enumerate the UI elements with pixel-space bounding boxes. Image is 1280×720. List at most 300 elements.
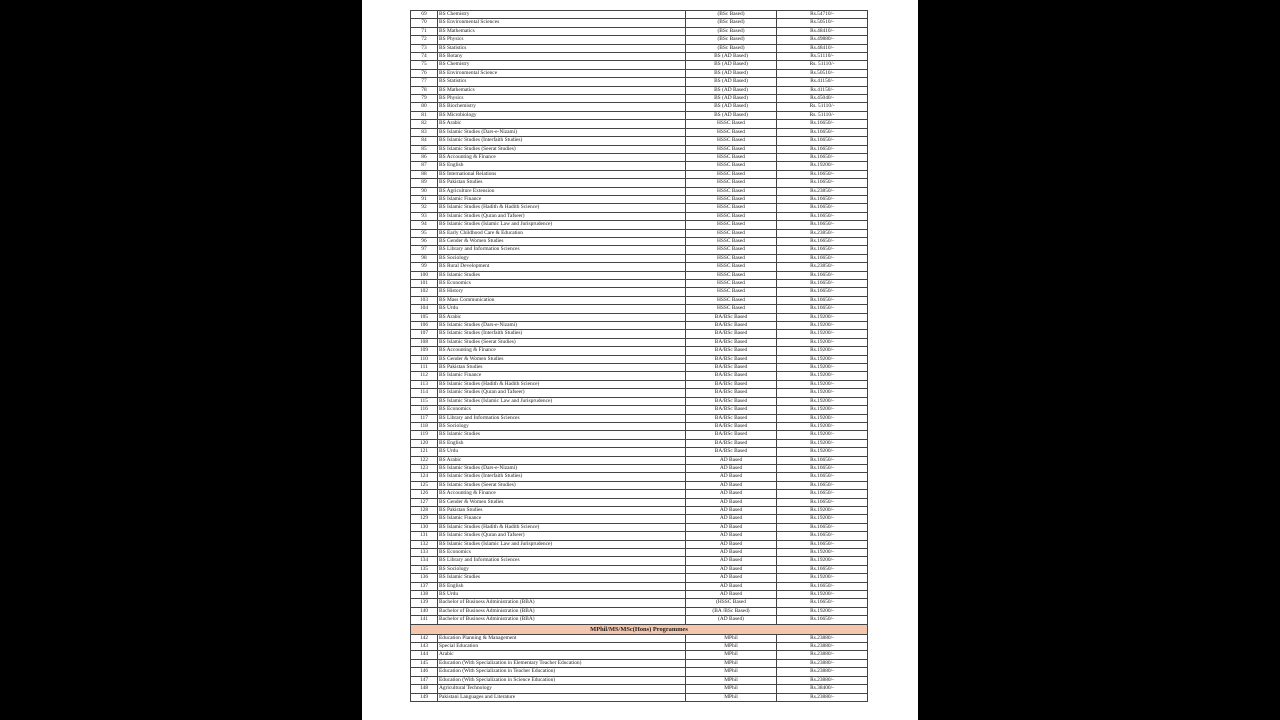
fee-amount: Rs.16650/- — [777, 288, 868, 296]
programme-name: BS Pakistan Studies — [438, 364, 686, 372]
fee-amount: Rs. 51110/- — [777, 61, 868, 69]
table-row — [411, 237, 868, 245]
programme-name: Pakistani Languages and Literature — [438, 693, 686, 701]
programme-name: BS Islamic Studies — [438, 574, 686, 582]
programme-name: BS Microbiology — [438, 111, 686, 119]
programme-name: BS Chemistry — [438, 61, 686, 69]
table-row — [411, 414, 868, 422]
fee-amount: Rs.19200/- — [777, 448, 868, 456]
serial-number: 99 — [411, 263, 438, 271]
eligibility-basis: AD Based — [686, 515, 777, 523]
programme-name: BS Islamic Studies (Islamic Law and Jurisprudence) — [438, 540, 686, 548]
serial-number: 141 — [411, 616, 438, 624]
programme-name: BS Physics — [438, 95, 686, 103]
fee-amount: Rs.16650/- — [777, 120, 868, 128]
serial-number: 72 — [411, 36, 438, 44]
eligibility-basis: AD Based — [686, 532, 777, 540]
eligibility-basis: BA/BSc Based — [686, 422, 777, 430]
programme-name: BS Islamic Finance — [438, 195, 686, 203]
table-row — [411, 187, 868, 195]
fee-amount: Rs.49880/- — [777, 36, 868, 44]
eligibility-basis: BA/BSc Based — [686, 313, 777, 321]
programme-name: BS Environmental Sciences — [438, 19, 686, 27]
eligibility-basis: HSSC Based — [686, 153, 777, 161]
programme-name: BS Islamic Studies (Islamic Law and Jurisprudence) — [438, 397, 686, 405]
fee-amount: Rs.16650/- — [777, 616, 868, 624]
programme-name: BS Islamic Studies (Seerat Studies) — [438, 481, 686, 489]
programme-name: BS Gender & Women Studies — [438, 237, 686, 245]
table-row — [411, 280, 868, 288]
fee-amount: Rs.19200/- — [777, 330, 868, 338]
fee-amount: Rs.19200/- — [777, 574, 868, 582]
programme-name: BS Arabic — [438, 313, 686, 321]
fee-amount: Rs.19200/- — [777, 372, 868, 380]
programme-name: BS Sociology — [438, 565, 686, 573]
fee-amount: Rs.19200/- — [777, 414, 868, 422]
eligibility-basis: HSSC Based — [686, 246, 777, 254]
table-row — [411, 53, 868, 61]
fee-amount: Rs.23880/- — [777, 659, 868, 667]
eligibility-basis: AD Based — [686, 464, 777, 472]
table-row — [411, 549, 868, 557]
serial-number: 124 — [411, 473, 438, 481]
serial-number: 71 — [411, 27, 438, 35]
eligibility-basis: AD Based — [686, 498, 777, 506]
serial-number: 144 — [411, 651, 438, 659]
programme-name: Education (With Specialization in Elementary Teacher Education) — [438, 659, 686, 667]
programme-name: BS Islamic Studies (Quran and Tafseer) — [438, 212, 686, 220]
table-row — [411, 61, 868, 69]
serial-number: 125 — [411, 481, 438, 489]
fee-amount: Rs.19200/- — [777, 607, 868, 615]
serial-number: 149 — [411, 693, 438, 701]
eligibility-basis: HSSC Based — [686, 254, 777, 262]
serial-number: 142 — [411, 634, 438, 642]
table-row — [411, 506, 868, 514]
eligibility-basis: HSSC Based — [686, 305, 777, 313]
fee-amount: Rs.19200/- — [777, 515, 868, 523]
serial-number: 74 — [411, 53, 438, 61]
fee-amount: Rs.19200/- — [777, 591, 868, 599]
serial-number: 109 — [411, 347, 438, 355]
fee-amount: Rs.19200/- — [777, 406, 868, 414]
programme-name: BS Rural Development — [438, 263, 686, 271]
fee-amount: Rs.23880/- — [777, 651, 868, 659]
table-row — [411, 179, 868, 187]
serial-number: 108 — [411, 338, 438, 346]
eligibility-basis: AD Based — [686, 490, 777, 498]
serial-number: 113 — [411, 380, 438, 388]
fee-amount: Rs.54710/- — [777, 11, 868, 19]
programme-name: BS Arabic — [438, 456, 686, 464]
eligibility-basis: HSSC Based — [686, 280, 777, 288]
programme-name: BS Physics — [438, 36, 686, 44]
serial-number: 120 — [411, 439, 438, 447]
programme-name: BS Library and Information Sciences — [438, 557, 686, 565]
table-row — [411, 27, 868, 35]
programme-name: BS Islamic Studies (Seerat Studies) — [438, 338, 686, 346]
eligibility-basis: (BA /BSc Based) — [686, 607, 777, 615]
programme-name: BS English — [438, 582, 686, 590]
programme-name: BS Gender & Women Studies — [438, 355, 686, 363]
table-row — [411, 431, 868, 439]
programme-name: BS Botany — [438, 53, 686, 61]
programme-name: BS Economics — [438, 549, 686, 557]
programme-name: BS Mathematics — [438, 27, 686, 35]
serial-number: 116 — [411, 406, 438, 414]
table-row — [411, 599, 868, 607]
fee-amount: Rs.19200/- — [777, 557, 868, 565]
eligibility-basis: (BSc Based) — [686, 36, 777, 44]
serial-number: 81 — [411, 111, 438, 119]
serial-number: 137 — [411, 582, 438, 590]
eligibility-basis: MPhil — [686, 643, 777, 651]
serial-number: 89 — [411, 179, 438, 187]
serial-number: 132 — [411, 540, 438, 548]
serial-number: 115 — [411, 397, 438, 405]
table-row — [411, 288, 868, 296]
serial-number: 85 — [411, 145, 438, 153]
eligibility-basis: BA/BSc Based — [686, 414, 777, 422]
fee-amount: Rs.23880/- — [777, 676, 868, 684]
fee-amount: Rs.23850/- — [777, 229, 868, 237]
eligibility-basis: BA/BSc Based — [686, 380, 777, 388]
table-row — [411, 111, 868, 119]
table-row — [411, 170, 868, 178]
table-row — [411, 120, 868, 128]
eligibility-basis: BA/BSc Based — [686, 406, 777, 414]
fee-amount: Rs.23850/- — [777, 263, 868, 271]
serial-number: 78 — [411, 86, 438, 94]
table-row — [411, 456, 868, 464]
table-row — [411, 685, 868, 693]
serial-number: 138 — [411, 591, 438, 599]
table-row — [411, 263, 868, 271]
table-row — [411, 221, 868, 229]
fee-amount: Rs.16650/- — [777, 599, 868, 607]
table-row — [411, 128, 868, 136]
programme-name: BS Islamic Studies (Dars-e-Nizami) — [438, 322, 686, 330]
programme-name: Arabic — [438, 651, 686, 659]
serial-number: 84 — [411, 137, 438, 145]
table-row — [411, 557, 868, 565]
programme-name: BS Environmental Science — [438, 69, 686, 77]
table-row — [411, 582, 868, 590]
eligibility-basis: (BSc Based) — [686, 19, 777, 27]
eligibility-basis: (BSc Based) — [686, 27, 777, 35]
eligibility-basis: BS (AD Based) — [686, 53, 777, 61]
programme-name: BS Islamic Studies (Seerat Studies) — [438, 145, 686, 153]
serial-number: 98 — [411, 254, 438, 262]
eligibility-basis: BA/BSc Based — [686, 372, 777, 380]
serial-number: 126 — [411, 490, 438, 498]
programme-name: BS History — [438, 288, 686, 296]
eligibility-basis: HSSC Based — [686, 170, 777, 178]
table-row — [411, 439, 868, 447]
table-row — [411, 145, 868, 153]
serial-number: 87 — [411, 162, 438, 170]
programme-name: BS Islamic Studies — [438, 271, 686, 279]
table-row — [411, 338, 868, 346]
fee-amount: Rs.16650/- — [777, 296, 868, 304]
serial-number: 90 — [411, 187, 438, 195]
fee-amount: Rs.19200/- — [777, 397, 868, 405]
programme-name: BS English — [438, 439, 686, 447]
serial-number: 83 — [411, 128, 438, 136]
table-row — [411, 448, 868, 456]
serial-number: 107 — [411, 330, 438, 338]
eligibility-basis: BS (AD Based) — [686, 61, 777, 69]
fee-amount: Rs.16650/- — [777, 271, 868, 279]
fee-amount: Rs.16650/- — [777, 128, 868, 136]
fee-amount: Rs.16650/- — [777, 498, 868, 506]
fee-amount: Rs.41150/- — [777, 86, 868, 94]
serial-number: 70 — [411, 19, 438, 27]
serial-number: 110 — [411, 355, 438, 363]
programme-name: BS Sociology — [438, 422, 686, 430]
table-row — [411, 668, 868, 676]
table-row — [411, 532, 868, 540]
programme-name: Agricultural Technology — [438, 685, 686, 693]
fee-table — [410, 10, 868, 702]
programme-name: BS Sociology — [438, 254, 686, 262]
fee-amount: Rs.16650/- — [777, 305, 868, 313]
table-row — [411, 95, 868, 103]
eligibility-basis: HSSC Based — [686, 195, 777, 203]
fee-amount: Rs.23880/- — [777, 668, 868, 676]
table-row — [411, 162, 868, 170]
serial-number: 131 — [411, 532, 438, 540]
table-row — [411, 473, 868, 481]
table-row — [411, 422, 868, 430]
programme-name: BS Islamic Studies (Quran and Tafseer) — [438, 389, 686, 397]
fee-amount: Rs.19200/- — [777, 347, 868, 355]
fee-table-body — [411, 11, 868, 702]
fee-amount: Rs.50510/- — [777, 69, 868, 77]
table-row — [411, 36, 868, 44]
fee-amount: Rs.16650/- — [777, 565, 868, 573]
table-row — [411, 212, 868, 220]
table-row — [411, 246, 868, 254]
programme-name: BS Accounting & Finance — [438, 153, 686, 161]
fee-amount: Rs.16650/- — [777, 179, 868, 187]
eligibility-basis: BS (AD Based) — [686, 78, 777, 86]
serial-number: 122 — [411, 456, 438, 464]
fee-amount: Rs.19200/- — [777, 422, 868, 430]
fee-amount: Rs.19200/- — [777, 431, 868, 439]
programme-name: BS Islamic Studies (Interfaith Studies) — [438, 137, 686, 145]
eligibility-basis: BS (AD Based) — [686, 111, 777, 119]
eligibility-basis: HSSC Based — [686, 137, 777, 145]
table-row — [411, 137, 868, 145]
programme-name: Bachelor of Business Administration (BBA) — [438, 599, 686, 607]
fee-amount: Rs.16650/- — [777, 523, 868, 531]
fee-amount: Rs.19200/- — [777, 439, 868, 447]
eligibility-basis: HSSC Based — [686, 271, 777, 279]
fee-amount: Rs.48410/- — [777, 44, 868, 52]
programme-name: Education (With Specialization in Teacher Education) — [438, 668, 686, 676]
eligibility-basis: MPhil — [686, 634, 777, 642]
programme-name: BS Library and Information Sciences — [438, 246, 686, 254]
fee-amount: Rs.16650/- — [777, 153, 868, 161]
fee-amount: Rs.51110/- — [777, 53, 868, 61]
eligibility-basis: BA/BSc Based — [686, 448, 777, 456]
serial-number: 148 — [411, 685, 438, 693]
table-row — [411, 372, 868, 380]
table-row — [411, 565, 868, 573]
fee-amount: Rs.19200/- — [777, 322, 868, 330]
programme-name: BS Urdu — [438, 305, 686, 313]
table-row — [411, 515, 868, 523]
eligibility-basis: HSSC Based — [686, 237, 777, 245]
fee-amount: Rs.19200/- — [777, 506, 868, 514]
section-header-row — [411, 624, 868, 634]
eligibility-basis: AD Based — [686, 565, 777, 573]
programme-name: BS Islamic Studies (Hadith & Hadith Science) — [438, 523, 686, 531]
table-row — [411, 153, 868, 161]
serial-number: 103 — [411, 296, 438, 304]
serial-number: 88 — [411, 170, 438, 178]
table-row — [411, 380, 868, 388]
programme-name: BS Islamic Studies (Hadith & Hadith Science) — [438, 380, 686, 388]
serial-number: 73 — [411, 44, 438, 52]
eligibility-basis: BA/BSc Based — [686, 364, 777, 372]
eligibility-basis: MPhil — [686, 676, 777, 684]
eligibility-basis: HSSC Based — [686, 128, 777, 136]
programme-name: BS Urdu — [438, 448, 686, 456]
serial-number: 129 — [411, 515, 438, 523]
serial-number: 123 — [411, 464, 438, 472]
fee-amount: Rs.23850/- — [777, 187, 868, 195]
table-row — [411, 322, 868, 330]
serial-number: 143 — [411, 643, 438, 651]
eligibility-basis: AD Based — [686, 591, 777, 599]
serial-number: 91 — [411, 195, 438, 203]
table-row — [411, 355, 868, 363]
eligibility-basis: BS (AD Based) — [686, 103, 777, 111]
programme-name: BS International Relations — [438, 170, 686, 178]
programme-name: BS Economics — [438, 280, 686, 288]
table-row — [411, 616, 868, 624]
eligibility-basis: AD Based — [686, 557, 777, 565]
fee-amount: Rs.16650/- — [777, 490, 868, 498]
eligibility-basis: MPhil — [686, 668, 777, 676]
programme-name: BS Gender & Women Studies — [438, 498, 686, 506]
table-row — [411, 676, 868, 684]
eligibility-basis: HSSC Based — [686, 221, 777, 229]
serial-number: 96 — [411, 237, 438, 245]
fee-amount: Rs.19200/- — [777, 364, 868, 372]
table-row — [411, 406, 868, 414]
serial-number: 118 — [411, 422, 438, 430]
programme-name: BS Library and Information Sciences — [438, 414, 686, 422]
eligibility-basis: AD Based — [686, 523, 777, 531]
programme-name: BS Chemistry — [438, 11, 686, 19]
table-row — [411, 296, 868, 304]
serial-number: 101 — [411, 280, 438, 288]
fee-amount: Rs.16650/- — [777, 170, 868, 178]
programme-name: Bachelor of Business Administration (BBA) — [438, 616, 686, 624]
fee-amount: Rs.23880/- — [777, 693, 868, 701]
table-row — [411, 347, 868, 355]
programme-name: BS English — [438, 162, 686, 170]
fee-amount: Rs.45040/- — [777, 95, 868, 103]
fee-amount: Rs.16650/- — [777, 237, 868, 245]
fee-amount: Rs.16650/- — [777, 212, 868, 220]
table-row — [411, 498, 868, 506]
programme-name: BS Mass Communication — [438, 296, 686, 304]
eligibility-basis: AD Based — [686, 473, 777, 481]
serial-number: 86 — [411, 153, 438, 161]
serial-number: 94 — [411, 221, 438, 229]
programme-name: BS Pakistan Studies — [438, 179, 686, 187]
serial-number: 76 — [411, 69, 438, 77]
fee-amount: Rs.50510/- — [777, 19, 868, 27]
programme-name: Education Planning & Management — [438, 634, 686, 642]
serial-number: 106 — [411, 322, 438, 330]
eligibility-basis: HSSC Based — [686, 187, 777, 195]
eligibility-basis: HSSC Based — [686, 145, 777, 153]
table-row — [411, 19, 868, 27]
eligibility-basis: BA/BSc Based — [686, 431, 777, 439]
programme-name: BS Early Childhood Care & Education — [438, 229, 686, 237]
serial-number: 121 — [411, 448, 438, 456]
eligibility-basis: MPhil — [686, 685, 777, 693]
fee-amount: Rs.16650/- — [777, 137, 868, 145]
eligibility-basis: MPhil — [686, 651, 777, 659]
eligibility-basis: MPhil — [686, 693, 777, 701]
fee-amount: Rs.16650/- — [777, 145, 868, 153]
fee-amount: Rs. 51110/- — [777, 111, 868, 119]
fee-amount: Rs.16650/- — [777, 540, 868, 548]
serial-number: 135 — [411, 565, 438, 573]
table-row — [411, 364, 868, 372]
table-row — [411, 634, 868, 642]
eligibility-basis: BS (AD Based) — [686, 95, 777, 103]
programme-name: BS Islamic Studies (Islamic Law and Jurisprudence) — [438, 221, 686, 229]
eligibility-basis: HSSC Based — [686, 120, 777, 128]
serial-number: 80 — [411, 103, 438, 111]
eligibility-basis: BA/BSc Based — [686, 355, 777, 363]
eligibility-basis: HSSC Based — [686, 212, 777, 220]
programme-name: BS Agriculture Extension — [438, 187, 686, 195]
table-row — [411, 397, 868, 405]
serial-number: 136 — [411, 574, 438, 582]
table-row — [411, 229, 868, 237]
table-row — [411, 271, 868, 279]
programme-name: BS Islamic Studies (Hadith & Hadith Science) — [438, 204, 686, 212]
serial-number: 146 — [411, 668, 438, 676]
eligibility-basis: (AD Based) — [686, 616, 777, 624]
fee-amount: Rs.16650/- — [777, 456, 868, 464]
eligibility-basis: AD Based — [686, 540, 777, 548]
eligibility-basis: HSSC Based — [686, 288, 777, 296]
table-row — [411, 481, 868, 489]
table-row — [411, 11, 868, 19]
programme-name: Bachelor of Business Administration (BBA) — [438, 607, 686, 615]
eligibility-basis: BA/BSc Based — [686, 347, 777, 355]
section-title: MPhil/MS/MSc(Hons) Programmes — [411, 624, 868, 634]
programme-name: BS Biochemistry — [438, 103, 686, 111]
fee-amount: Rs.16650/- — [777, 481, 868, 489]
serial-number: 117 — [411, 414, 438, 422]
serial-number: 133 — [411, 549, 438, 557]
fee-amount: Rs.19200/- — [777, 313, 868, 321]
fee-amount: Rs.41150/- — [777, 78, 868, 86]
table-row — [411, 693, 868, 701]
fee-amount: Rs.16650/- — [777, 221, 868, 229]
table-row — [411, 490, 868, 498]
